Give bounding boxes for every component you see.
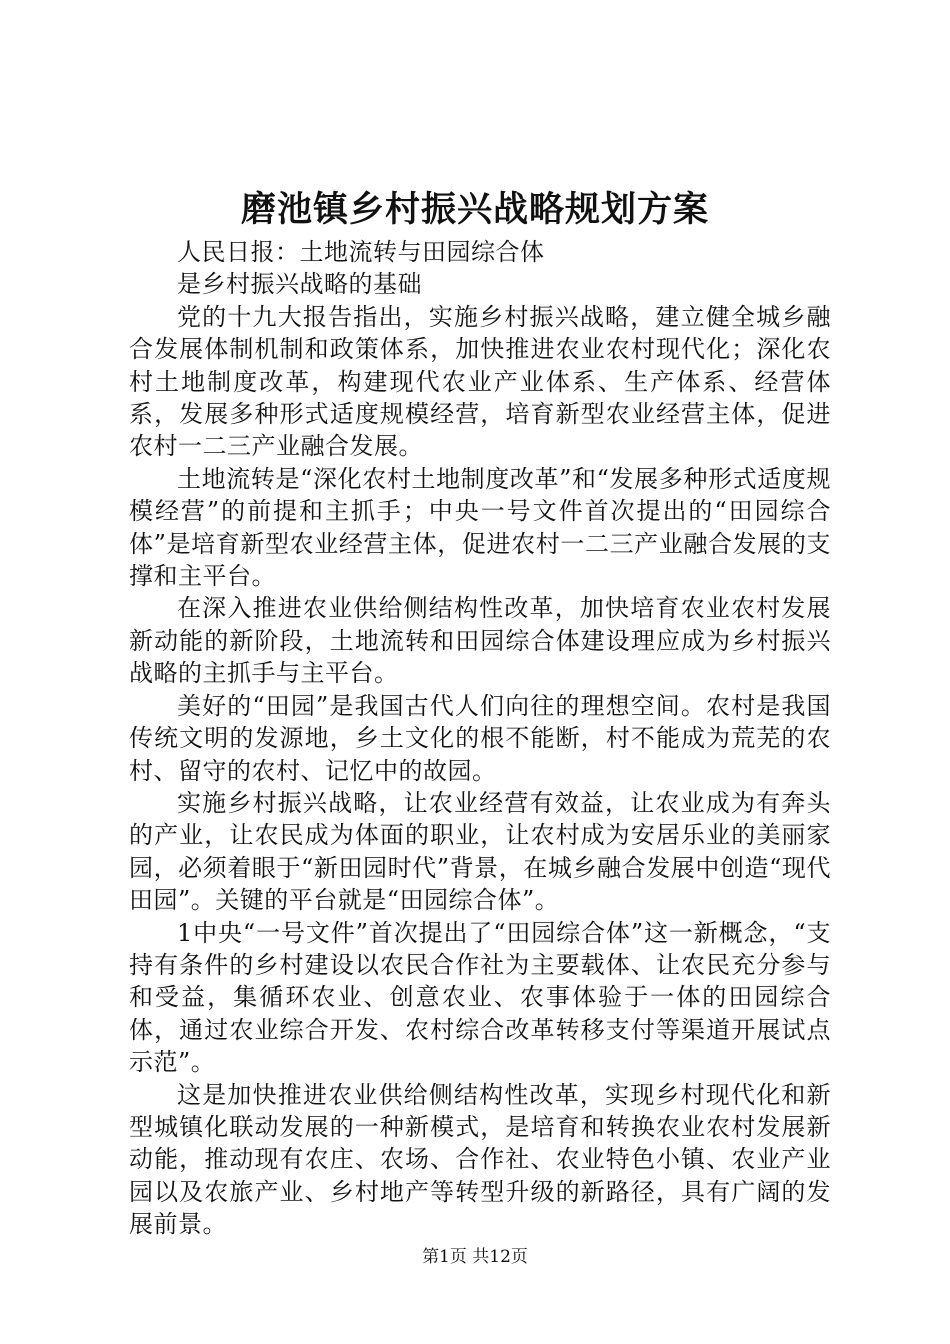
paragraph-ideal-space: 美好的“田园”是我国古代人们向往的理想空间。农村是我国传统文明的发源地，乡土文化的根不能断，村不能成为荒芜的农村、留守的农村、记忆中的故园。: [129, 691, 831, 785]
paragraph-source-line-2: 是乡村振兴战略的基础: [177, 270, 422, 299]
paragraph-report: 党的十九大报告指出，实施乡村振兴战略，建立健全城乡融合发展体制机制和政策体系，加快推进农业农村现代化；深化农村土地制度改革，构建现代农业产业体系、生产体系、经营体系，发展多种形式适度规模经营，培育新型农业经营主体，促进农村一二三产业融合发展。: [129, 302, 831, 461]
document-title: 磨池镇乡村振兴战略规划方案: [240, 189, 709, 230]
page-total: 共12页: [472, 1247, 528, 1267]
paragraph-land-transfer: 土地流转是“深化农村土地制度改革”和“发展多种形式适度规模经营”的前提和主抓手；中央一号文件首次提出的“田园综合体”是培育新型农业经营主体，促进农村一二三产业融合发展的支撑和主平台。: [129, 464, 831, 591]
paragraph-source-line-1: 人民日报：土地流转与田园综合体: [177, 238, 545, 266]
page-footer: [0, 1245, 950, 1269]
paragraph-new-mode: 这是加快推进农业供给侧结构性改革，实现乡村现代化和新型城镇化联动发展的一种新模式，是培育和转换农业农村发展新动能，推动现有农庄、农场、合作社、农业特色小镇、农业产业园以及农旅产业、乡村地产等转型升级的新路径，具有广阔的发展前景。: [129, 1080, 831, 1239]
paragraph-new-stage: 在深入推进农业供给侧结构性改革，加快培育农业农村发展新动能的新阶段，土地流转和田园综合体建设理应成为乡村振兴战略的主抓手与主平台。: [129, 594, 831, 688]
paragraph-concept: 1中央“一号文件”首次提出了“田园综合体”这一新概念，“支持有条件的乡村建设以农民合作社为主要载体、让农民充分参与和受益，集循环农业、创意农业、农事体验于一体的田园综合体，通过农业综合开发、农村综合改革转移支付等渠道开展试点示范”。: [129, 918, 831, 1077]
document-body: [129, 236, 831, 1241]
page-number: 第1页: [422, 1247, 467, 1267]
paragraph-strategy: 实施乡村振兴战略，让农业经营有效益，让农业成为有奔头的产业，让农民成为体面的职业，让农村成为安居乐业的美丽家园，必须着眼于“新田园时代”背景，在城乡融合发展中创造“现代田园”。关键的平台就是“田园综合体”。: [129, 788, 831, 915]
